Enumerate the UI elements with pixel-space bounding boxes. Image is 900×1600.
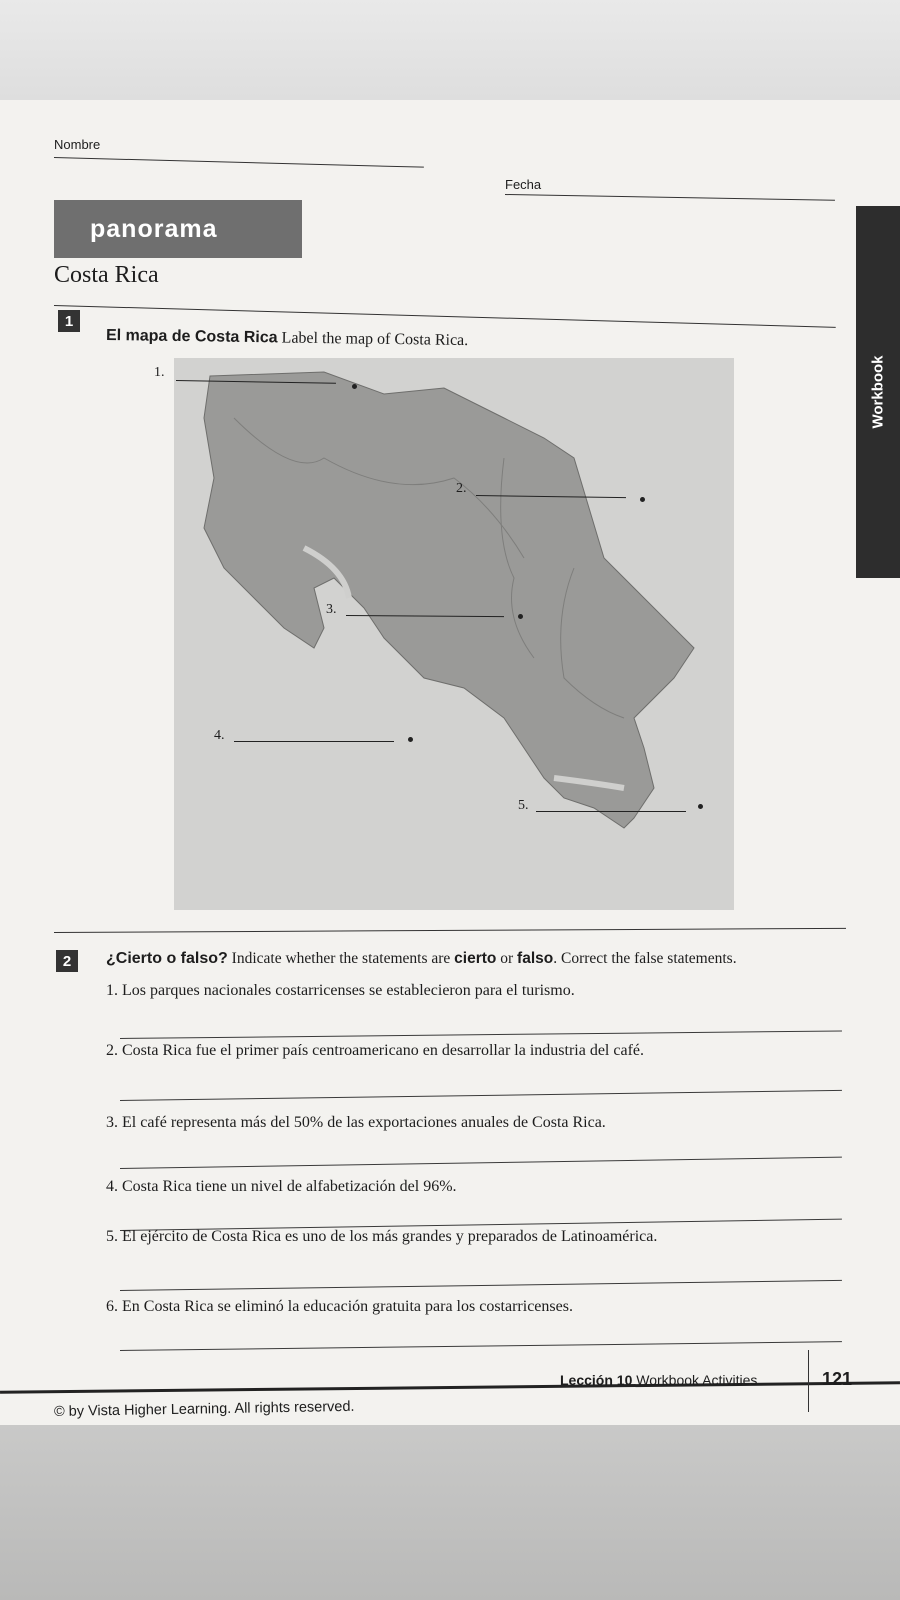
map-label-3: 3.	[326, 602, 337, 617]
map-dot-1	[352, 384, 357, 389]
side-tab-label: Workbook	[869, 355, 887, 429]
map-dot-3	[518, 614, 523, 619]
activity1-title: El mapa de Costa Rica	[105, 327, 278, 347]
background-top	[0, 0, 900, 100]
footer-lesson-block	[560, 1372, 757, 1388]
page-number: 121	[822, 1369, 853, 1389]
footer-activities: Workbook Activities	[636, 1372, 758, 1388]
word-cierto: cierto	[454, 950, 497, 967]
page-subtitle: Costa Rica	[54, 262, 159, 288]
map-label-5: 5.	[518, 798, 529, 813]
map-graphic	[174, 358, 734, 910]
map-label-2: 2.	[456, 481, 467, 496]
costa-rica-map	[174, 358, 734, 910]
word-falso: falso	[517, 950, 554, 967]
question-5: 5. El ejército de Costa Rica es uno de los más grandes y preparados de Latinoamérica.	[106, 1228, 658, 1245]
map-answer-line-4[interactable]	[234, 741, 394, 742]
map-label-1: 1.	[154, 365, 165, 380]
activity2-title: ¿Cierto o falso?	[106, 950, 228, 967]
activity2-heading	[106, 950, 737, 968]
nombre-label: Nombre	[54, 137, 101, 152]
activity1-number: 1	[58, 310, 80, 332]
activity2-number: 2	[56, 950, 78, 972]
question-3: 3. El café representa más del 50% de las exportaciones anuales de Costa Rica.	[106, 1114, 606, 1131]
question-2: 2. Costa Rica fue el primer país centroamericano en desarrollar la industria del café.	[106, 1042, 644, 1059]
section-banner: panorama	[54, 200, 302, 258]
question-4: 4. Costa Rica tiene un nivel de alfabetización del 96%.	[106, 1178, 457, 1195]
question-1: 1. Los parques nacionales costarricenses se establecieron para el turismo.	[106, 982, 575, 999]
map-label-4: 4.	[214, 728, 225, 743]
question-6: 6. En Costa Rica se eliminó la educación gratuita para los costarricenses.	[106, 1298, 573, 1315]
background-bottom	[0, 1425, 900, 1600]
map-dot-2	[640, 497, 645, 502]
map-dot-4	[408, 737, 413, 742]
footer-lesson: Lección 10	[560, 1372, 633, 1388]
word-or: or	[500, 950, 514, 967]
activity2-instruction-post: . Correct the false statements.	[553, 950, 737, 967]
activity2-instruction-pre: Indicate whether the statements are	[231, 950, 451, 967]
map-dot-5	[698, 804, 703, 809]
copyright: © by Vista Higher Learning. All rights reserved.	[53, 1398, 355, 1420]
map-answer-line-5[interactable]	[536, 811, 686, 812]
activity1-instruction: Label the map of Costa Rica.	[281, 329, 469, 350]
page-number-divider	[808, 1350, 809, 1412]
workbook-side-tab	[856, 206, 900, 578]
fecha-label: Fecha	[505, 177, 542, 192]
